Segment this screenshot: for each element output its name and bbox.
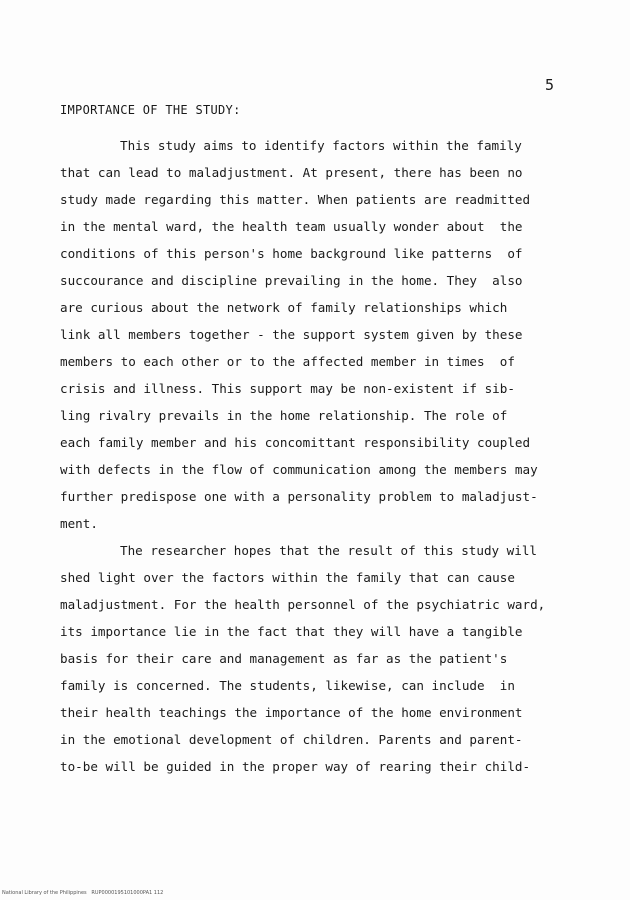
text-line: their health teachings the importance of the home environment xyxy=(60,705,523,720)
text-line: are curious about the network of family relationships which xyxy=(60,300,508,315)
text-line: family is concerned. The students, likewise, can include in xyxy=(60,678,515,693)
archive-footer: National Library of the Philippines RUP0000195101000PA1 112 xyxy=(2,890,164,896)
text-line: This study aims to identify factors within the family xyxy=(120,138,522,153)
text-line: that can lead to maladjustment. At present, there has been no xyxy=(60,165,523,180)
text-line: succourance and discipline prevailing in the home. They also xyxy=(60,273,523,288)
text-line: study made regarding this matter. When patients are readmitted xyxy=(60,192,531,207)
text-line: each family member and his concomittant responsibility coupled xyxy=(60,435,531,450)
text-line: ment. xyxy=(60,516,98,531)
paragraph-1 xyxy=(60,132,580,537)
text-line: to-be will be guided in the proper way of rearing their child- xyxy=(60,759,531,774)
text-line: in the emotional development of children. Parents and parent- xyxy=(60,732,523,747)
text-line: crisis and illness. This support may be non-existent if sib- xyxy=(60,381,515,396)
text-line: its importance lie in the fact that they will have a tangible xyxy=(60,624,523,639)
text-line: with defects in the flow of communication among the members may xyxy=(60,462,538,477)
paragraph-2 xyxy=(60,537,580,780)
section-heading: IMPORTANCE OF THE STUDY: xyxy=(60,103,241,117)
text-line: members to each other or to the affected member in times of xyxy=(60,354,515,369)
text-line: ling rivalry prevails in the home relationship. The role of xyxy=(60,408,508,423)
page-number: 5 xyxy=(545,76,555,94)
text-line: maladjustment. For the health personnel of the psychiatric ward, xyxy=(60,597,546,612)
text-line: conditions of this person's home background like patterns of xyxy=(60,246,523,261)
text-line: in the mental ward, the health team usually wonder about the xyxy=(60,219,523,234)
text-line: further predispose one with a personality problem to maladjust- xyxy=(60,489,538,504)
text-line: The researcher hopes that the result of this study will xyxy=(120,543,538,558)
text-line: shed light over the factors within the family that can cause xyxy=(60,570,515,585)
text-line: basis for their care and management as far as the patient's xyxy=(60,651,508,666)
text-line: link all members together - the support system given by these xyxy=(60,327,523,342)
